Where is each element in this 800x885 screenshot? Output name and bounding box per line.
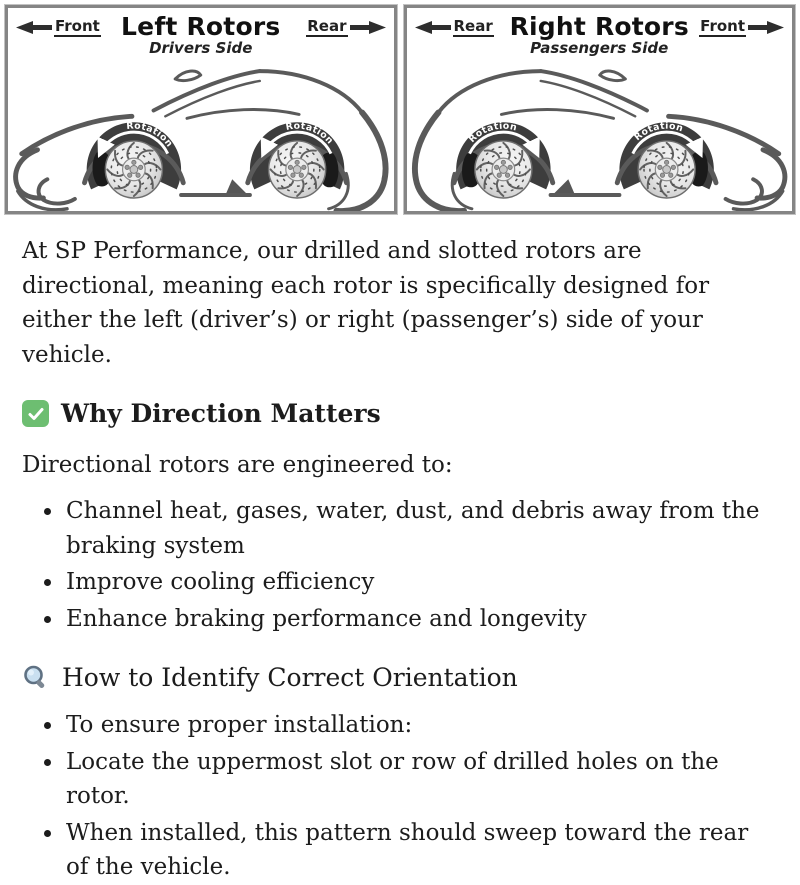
left-panel-titles [121,14,280,57]
list-item: • Enhance braking performance and longevity [64,602,774,637]
magnifying-glass-icon [22,664,50,692]
how-section-bullet-list [22,708,774,885]
front-direction-indicator [16,18,121,37]
panel-subtitle: Drivers Side [149,39,253,58]
front-direction-indicator [699,18,784,37]
list-item: • To ensure proper installation: [64,708,774,743]
panel-title: Right Rotors [509,12,689,41]
section-heading-text: How to Identify Correct Orientation [62,663,518,692]
panel-subtitle: Passengers Side [530,39,669,58]
panel-title: Left Rotors [121,12,281,41]
rotation-label: Rotation [125,120,175,150]
right-rotors-panel [404,5,796,214]
left-panel-header [8,8,394,57]
intro-paragraph: At SP Performance, our drilled and slotted rotors are directional, meaning each rotor is specifically designed for either the left (driver’s) or right (passenger’s) side of your vehicle. [22,238,710,368]
direction-label: Rear [453,17,493,35]
rear-direction-indicator [306,18,385,37]
right-panel-titles [510,14,689,57]
right-car-illustration [407,59,793,214]
article-body [0,214,800,885]
direction-label: Rear [307,17,347,35]
section-heading-text: Why Direction Matters [61,399,381,428]
rotor-direction-diagram [0,0,800,214]
left-arrow-icon [415,21,451,34]
list-item: • When installed, this pattern should sweep toward the rear of the vehicle. [64,816,774,885]
left-car-illustration [8,59,394,214]
how-identify-heading [22,663,778,692]
list-item: • Improve cooling efficiency [64,565,774,600]
right-panel-header [407,8,793,57]
right-arrow-icon [350,21,386,34]
direction-label: Front [700,17,745,35]
left-arrow-icon [16,21,52,34]
check-mark-icon [22,400,49,427]
left-rotors-panel [5,5,397,214]
direction-label: Front [55,17,100,35]
rear-direction-indicator [415,18,510,37]
rotation-label: Rotation [631,120,685,144]
list-item: • Locate the uppermost slot or row of drilled holes on the rotor. [64,745,774,814]
rotation-label: Rotation [466,120,518,145]
why-section-bullet-list [22,494,774,636]
why-section-lead: Directional rotors are engineered to: [22,452,453,478]
why-direction-heading [22,399,778,428]
right-arrow-icon [748,21,784,34]
rotation-label: Rotation [284,120,336,147]
list-item: • Channel heat, gases, water, dust, and debris away from the braking system [64,494,774,563]
